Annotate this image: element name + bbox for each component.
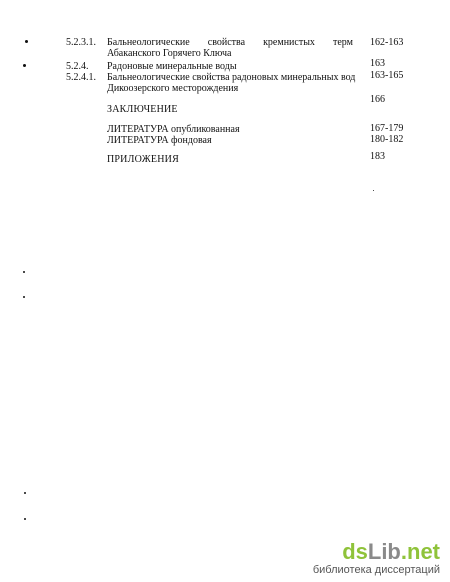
toc-page: 166 [370, 94, 385, 105]
toc-appendices: ПРИЛОЖЕНИЯ [107, 154, 179, 165]
logo-tagline: библиотека диссертаций [312, 564, 440, 576]
scan-speck [25, 40, 28, 43]
toc-entry-title-line2: Дикоозерского месторождения [107, 83, 239, 94]
toc-word: Бальнеологические [107, 37, 190, 48]
scan-speck [24, 518, 26, 520]
toc-word: терм [332, 37, 353, 48]
toc-number: 5.2.4. [66, 61, 89, 72]
toc-entry-title: Радоновые минеральные воды [107, 61, 237, 72]
logo-dot: . [400, 539, 407, 564]
toc-word: свойства [207, 37, 246, 48]
toc-page: 162-163 [370, 37, 404, 48]
toc-number: 5.2.3.1. [66, 37, 96, 48]
toc-entry-title-line2: Абаканского Горячего Ключа [107, 48, 232, 59]
toc-literature-archive: ЛИТЕРАТУРА фондовая [107, 135, 212, 146]
scan-speck [373, 190, 374, 191]
toc-page: 163-165 [370, 70, 404, 81]
toc-page: 167-179 [370, 123, 404, 134]
logo-ds: ds [342, 539, 368, 564]
toc-page: 183 [370, 151, 385, 162]
logo-lib: Lib [367, 539, 401, 564]
dslib-watermark [313, 540, 440, 576]
toc-word: кремнистых [263, 37, 315, 48]
scan-speck [24, 492, 26, 494]
logo-net: net [407, 539, 440, 564]
dslib-logo [313, 540, 440, 564]
toc-number: 5.2.4.1. [66, 72, 96, 83]
toc-conclusion: ЗАКЛЮЧЕНИЕ [107, 104, 178, 115]
toc-page: 180-182 [370, 134, 404, 145]
toc-literature-published: ЛИТЕРАТУРА опубликованная [107, 124, 240, 135]
toc-page: 163 [370, 58, 385, 69]
toc-entry-title-line1: Бальнеологические свойства радоновых минеральных вод [107, 72, 356, 83]
scan-speck [23, 64, 26, 67]
scan-speck [23, 296, 25, 298]
scan-speck [23, 271, 25, 273]
